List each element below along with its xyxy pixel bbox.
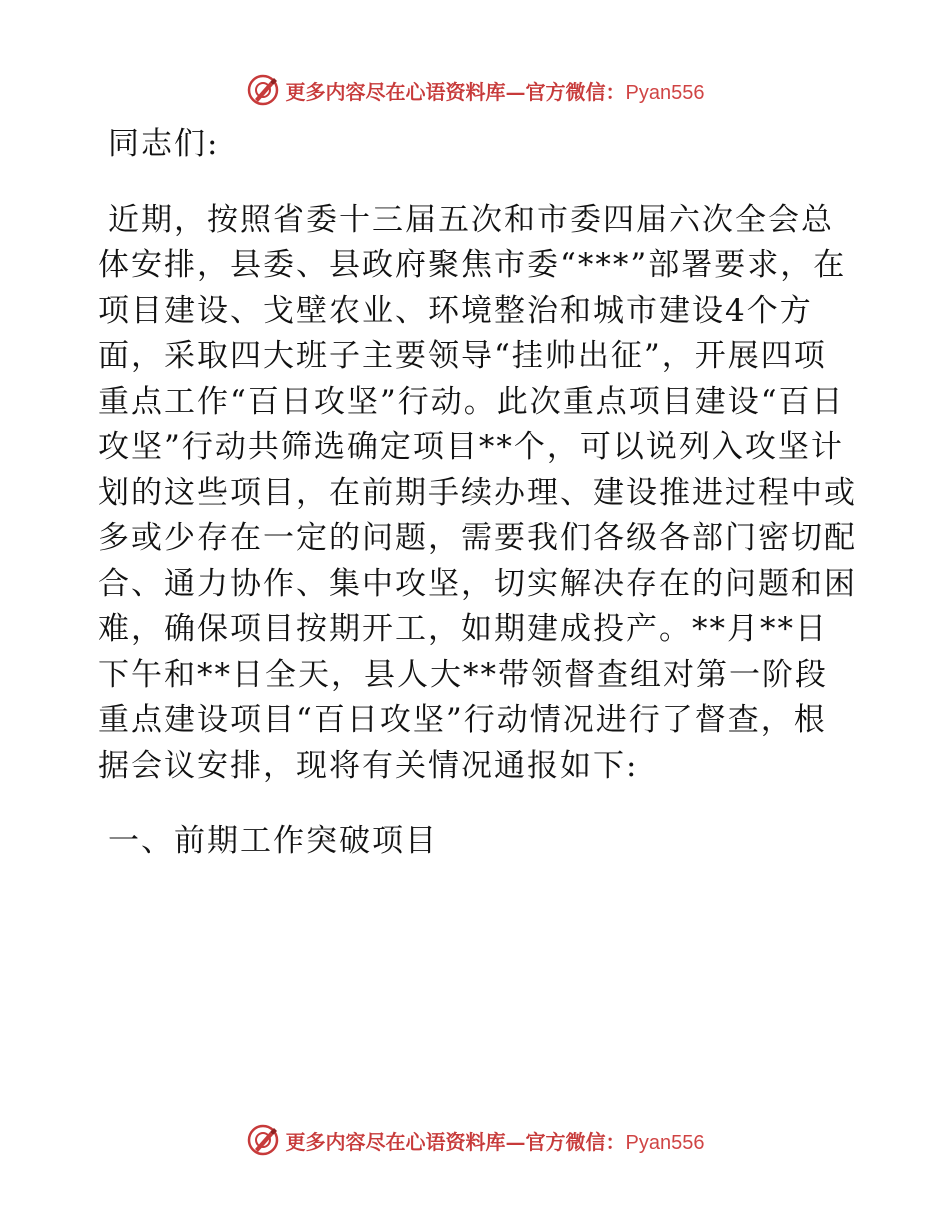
pen-logo-icon xyxy=(246,73,280,107)
header-watermark xyxy=(0,70,950,110)
section-heading: 一、前期工作突破项目 xyxy=(108,823,438,859)
pen-logo-icon xyxy=(246,1123,280,1157)
document-body xyxy=(98,122,858,865)
watermark-text: 更多内容尽在心语资料库—官方微信：Pyan556 xyxy=(285,1129,705,1154)
watermark-text: 更多内容尽在心语资料库—官方微信：Pyan556 xyxy=(285,79,705,104)
footer-watermark xyxy=(0,1120,950,1160)
body-paragraph: 近期，按照省委十三届五次和市委四届六次全会总体安排，县委、县政府聚焦市委“***”部署要求，在项目建设、戈壁农业、环境整治和城市建设4个方面，采取四大班子主要领导“挂帅出征”，开展四项重点工作“百日攻坚”行动。此次重点项目建设“百日攻坚”行动共筛选确定项目**个，可以说列入攻坚计划的这些项目，在前期手续办理、建设推进过程中或多或少存在一定的问题，需要我们各级各部门密切配合、通力协作、集中攻坚，切实解决存在的问题和困难，确保项目按期开工，如期建成投产。**月**日下午和**日全天，县人大**带领督查组对第一阶段重点建设项目“百日攻坚”行动情况进行了督查，根据会议安排，现将有关情况通报如下: xyxy=(98,201,857,784)
greeting: 同志们: xyxy=(108,126,220,162)
